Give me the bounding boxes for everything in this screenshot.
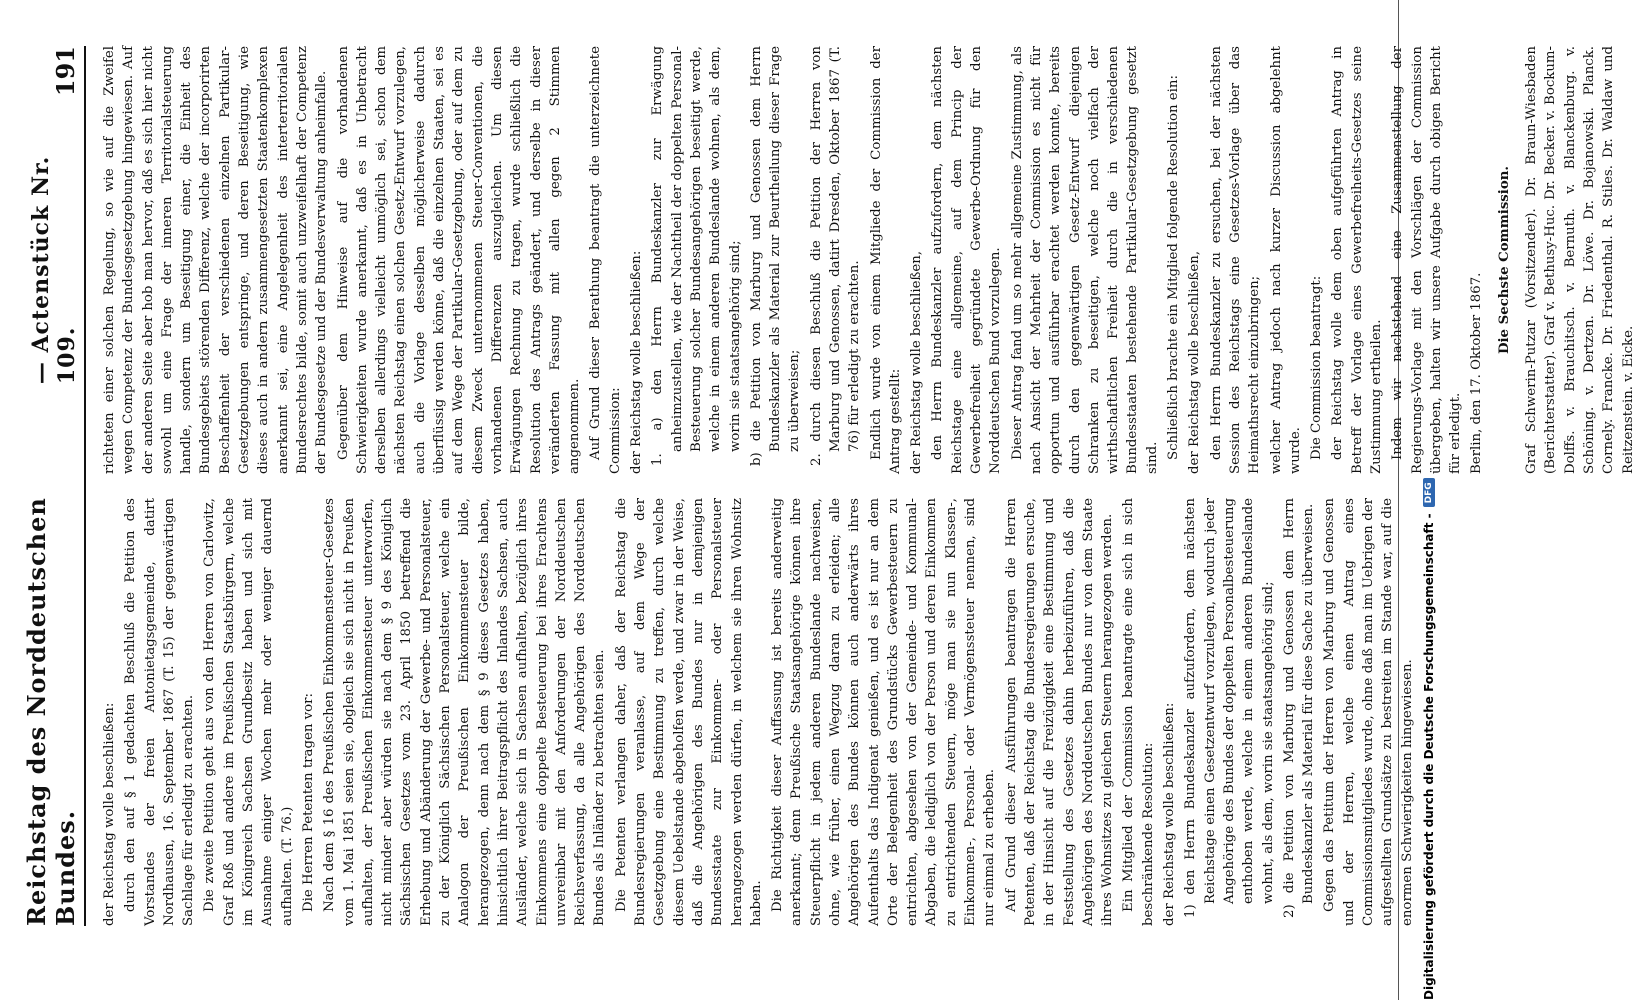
paragraph: den Herrn Bundeskanzler aufzufordern, dem nächsten Reichstage eine allgemeine, auf dem Princip der Gewerbefreiheit gegründete Gewerbe-Ordnung für den Norddeutschen Bund vorzulegen.	[930, 46, 1004, 474]
funding-note	[1422, 40, 1436, 1000]
paragraph: 2) die Petition von Marburg und Genossen dem Herrn Bundeskanzler als Material für diese Sache zu überweisen.	[1281, 498, 1317, 918]
paragraph: welcher Antrag jedoch nach kurzer Discussion abgelehnt wurde.	[1268, 46, 1303, 474]
paragraph: Auf Grund dieser Berathung beantragt die unterzeichnete Commission:	[588, 46, 623, 474]
paragraph: der Reichstag wolle beschließen,	[1187, 250, 1203, 474]
paragraph: Graf Schwerin-Putzar (Vorsitzender). Dr. Braun-Wiesbaden (Berichterstatter). Graf v. Bethusy-Huc. Dr. Becker. v. Bockum-Dolffs. v. Brauchitsch. v. Bernuth. v. Blanckenburg. v. Schöning. v. Dertzen. Dr. Löwe. Dr. Bojanowski. Planck. Cornely. Francke. Dr. Friedenthal. R. Stiles. Dr. Waldaw und Reitzenstein. v. Eicke.	[1524, 46, 1636, 474]
funding-note-text: Digitalisierung gefördert durch die Deutsche Forschungsgemeinschaft -	[1422, 513, 1436, 1000]
paragraph: 2. durch diesen Beschluß die Petition der Herren von Marburg und Genossen, datirt Dresden, Oktober 1867 (T. 76) für erledigt zu erachten.	[808, 46, 863, 466]
left-column	[100, 498, 1415, 926]
paragraph: 1. a) den Herrn Bundeskanzler zur Erwägung anheimzustellen, wie der Nachtheil der doppelten Personal-Besteuerung solcher Bundesangehörigen beseitigt werde, welche in einem anderen Bundeslande wohnen, als dem, worin sie staatsangehörig sind;	[650, 46, 743, 466]
paragraph: Berlin, den 17. Oktober 1867.	[1469, 272, 1485, 474]
paragraph: der Reichstag wolle dem oben aufgeführten Antrag in Betreff der Vorlage eines Gewerbefreiheits-Gesetzes seine Zustimmung ertheilen.	[1330, 46, 1384, 474]
right-column	[100, 46, 1636, 474]
commission-heading: Die Sechste Commission.	[1496, 165, 1512, 355]
paragraph: Dieser Antrag fand um so mehr allgemeine Zustimmung, als nach Ansicht der Mehrheit der Commission es nicht für opportun und ausführbar erachtet werden konnte, bereits durch den gegenwärtigen Gesetz-Entwurf diejenigen Schranken zu beseitigen, welche noch vielfach der wirthschaftlichen Freiheit durch die in verschiedenen Bundesstaaten bestehende Partikular-Gesetzgebung gesetzt sind.	[1009, 46, 1160, 474]
paragraph: Die Herren Petenten tragen vor:	[300, 693, 316, 912]
paragraph: Die Richtigkeit dieser Auffassung ist bereits anderweitig anerkannt; denn Preußische Staatsangehörige können ihre Steuerpflicht in jedem anderen Bundeslande nachweisen, ohne, wie früher, einen Wegzug daran zu erleiden; alle Angehörigen des Bundes können auch anderwärts ihres Aufenthalts das Indigenat genießen, und es ist nur an dem Orte der Belegenheit des Grundstücks Gewerbesteuern zu entrichten, abgesehen von der Gemeinde- und Kommunal-Abgaben, die lediglich von der Person und deren Einkommen zu entrichtenden Steuern, möge man sie nun Klassen-, Einkommen-, Personal- oder Vermögenssteuer nennen, sind nur einmal zu erheben.	[770, 498, 998, 926]
paragraph: Gegenüber dem Hinweise auf die vorhandenen Schwierigkeiten wurde anerkannt, daß es in Unbetracht derselben allerdings vielleicht unmöglich sei, schon dem nächsten Reichstag einen solchen Gesetz-Entwurf vorzulegen, auch die Vorlage desselben möglicherweise dadurch überflüssig werden könne, daß die einzelnen Staaten, sei es auf dem Wege der Partikular-Gesetzgebung, oder auf dem zu diesem Zweck unternommenen Steuer-Conventionen, die vorhandenen Differenzen auszugleichen. Um diesen Erwägungen Rechnung zu tragen, wurde schließlich die Resolution des Antrags geändert, und derselbe in dieser veränderten Fassung mit allen gegen 2 Stimmen angenommen.	[335, 46, 583, 474]
document-number: — Actenstück Nr. 109.	[28, 155, 80, 385]
dfg-logo: DFG	[1423, 478, 1435, 507]
paragraph: der Reichstag wolle beschließen,	[909, 250, 925, 474]
page-header	[22, 46, 86, 926]
paragraph: Die Petenten verlangen daher, daß der Reichstag die Bundesregierungen veranlasse, auf dem Wege der Gesetzgebung eine Bestimmung zu treffen, durch welche diesem Uebelstande abgeholfen werde, und zwar in der Weise, daß die Angehörigen des Bundes nur in demjenigen Bundesstaate zur Einkommen- oder Personalsteuer herangezogen werden dürfen, in welchem sie ihren Wohnsitz haben.	[613, 498, 764, 926]
paragraph: Schließlich brachte ein Mitglied folgende Resolution ein:	[1166, 75, 1182, 460]
paragraph: Die Commission beantragt:	[1309, 275, 1325, 460]
running-title: Reichstag des Norddeutschen Bundes.	[22, 497, 80, 926]
paragraph: der Reichstag wolle beschließen:	[629, 250, 645, 474]
paragraph: den Herrn Bundeskanzler zu ersuchen, bei der nächsten Session des Reichstags eine Gesetzes-Vorlage über das Heimathsrecht einzubringen;	[1208, 46, 1263, 474]
paragraph: richteten einer solchen Regelung, so wie auf die Zweifel wegen Competenz der Bundesgesetzgebung hingewiesen. Auf der anderen Seite aber hob man hervor, daß es sich hier nicht sowohl um eine Frage der inneren Territorialsteuerung handle, sondern um Beseitigung einer, die Einheit des Bundesgebiets störenden Differenz, welche der incorporirten Beschaffenheit der verschiedenen einzelnen Partikular-Gesetzgebungen entspringe, und deren Beseitigung, wie dieses auch in andern zusammengesetzten Staatenkomplexen anerkannt sei, eine Angelegenheit des interterritorialen Bundesrechtes bilde, somit auch unzweifelhaft der Competenz der Bundesgesetze und der Bundesverwaltung anheimfalle.	[102, 46, 330, 474]
paragraph: 1) den Herrn Bundeskanzler aufzufordern, dem nächsten Reichstage einen Gesetzentwurf vorzulegen, wodurch jeder Angehörige des Bundes der doppelten Personalbesteuerung enthoben werde, welche in einem anderen Bundeslande wohnt, als dem, worin sie staatsangehörig sind;	[1183, 498, 1276, 918]
paragraph: Ein Mitglied der Commission beantragte eine sich in sich beschränkende Resolution:	[1121, 498, 1156, 926]
paragraph: der Reichstag wolle beschließen:	[102, 702, 117, 926]
page-number: 191	[51, 46, 80, 97]
paragraph: durch den auf § 1 gedachten Beschluß die Petition des Vorstandes der freien Antonietagsgemeinde, datirt Nordhausen, 16. September 1867 (T. 15) der gegenwärtigen Sachlage für erledigt zu erachten.	[123, 498, 197, 926]
paragraph: b) die Petition von Marburg und Genossen dem Herrn Bundeskanzler als Material zur Beurtheilung dieser Frage zu überweisen;	[748, 46, 803, 466]
paragraph: Indem wir nachstehend eine Zusammenstellung der Regierungs-Vorlage mit den Vorschlägen der Commission übergeben, halten wir unsere Aufgabe durch obigen Bericht für erledigt.	[1390, 46, 1464, 474]
paragraph: Die zweite Petition geht aus von den Herren von Carlowitz, Graf Roß und andere im Preußischen Staatsbürgern, welche im Königreich Sachsen Grundbesitz haben und sich mit Ausnahme einiger Wochen mehr oder weniger dauernd aufhalten. (T. 76.)	[202, 498, 295, 926]
paragraph: Nach dem § 16 des Preußischen Einkommensteuer-Gesetzes vom 1. Mai 1851 seien sie, obgleich sie sich nicht in Preußen aufhalten, der Preußischen Einkommensteuer unterworfen, nicht minder aber würden sie nach dem § 9 des Königlich Sächsischen Gesetzes vom 23. April 1850 betreffend die Erhebung und Abänderung der Gewerbe- und Personalsteuer, zu der Königlich Sächsischen Personalsteuer, welche ein Analogon der Preußischen Einkommensteuer bilde, herangezogen, denn nach dem § 9 dieses Gesetzes haben, hinsichtlich ihrer Beitragspflicht des Inlandes Sachsen, auch Ausländer, welche sich in Sachsen aufhalten, bezüglich ihres Einkommens eine doppelte Besteuerung bei ihres Erachtens unvereinbar mit den Anforderungen der Norddeutschen Reichsverfassung, da alle Angehörigen des Norddeutschen Bundes als Inländer zu betrachten seien.	[322, 498, 608, 926]
paragraph: Gegen das Petitum der Herren von Marburg und Genossen und der Herren, welche einen Antrag eines Commissionsmitgliedes wurde, ohne daß man im Uebrigen der aufgestellten Grundsätze zu bestreiten im Stande war, auf die enormen Schwierigkeiten hingewiesen.	[1322, 498, 1415, 926]
paragraph: Endlich wurde von einem Mitgliede der Commission der Antrag gestellt:	[868, 46, 903, 474]
paragraph: der Reichstag wolle beschließen:	[1162, 702, 1178, 926]
paragraph: Auf Grund dieser Ausführungen beantragen die Herren Petenten, daß der Reichstag die Bundesregierungen ersuche, in der Hinsicht auf die Freizügigkeit eine Bestimmung und Feststellung des Gesetzes dahin herbeizuführen, daß die Angehörigen des Norddeutschen Bundes nur von dem Staate ihres Wohnsitzes zu gleichen Steuern herangezogen werden.	[1003, 498, 1116, 926]
